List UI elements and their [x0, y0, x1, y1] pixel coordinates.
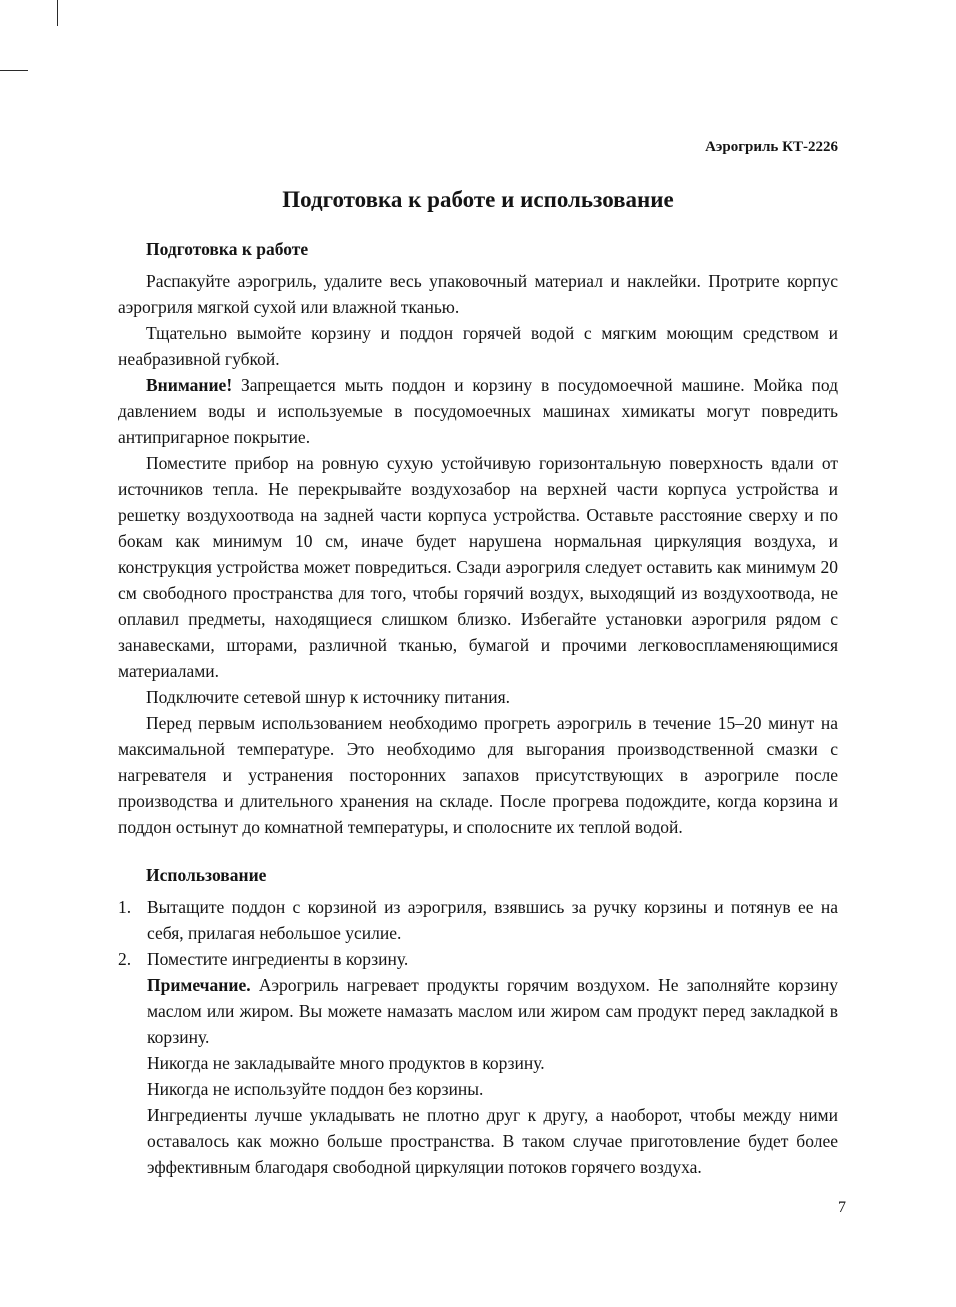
page-title: Подготовка к работе и использование [282, 187, 674, 212]
list-text: Поместите ингредиенты в корзину. [147, 949, 409, 969]
note-paragraph [147, 972, 838, 1050]
warning-label: Внимание! [146, 375, 233, 395]
note-no-overfill: Никогда не закладывайте много продуктов в корзину. [147, 1053, 545, 1073]
list-number: 2. [118, 949, 132, 969]
model-label: Аэрогриль КТ-2226 [705, 139, 838, 155]
section-heading-usage: Использование [146, 865, 267, 885]
crop-mark-vertical [57, 0, 58, 26]
paragraph-warning [118, 372, 838, 450]
list-item-1 [118, 894, 838, 946]
note-no-tray-alone: Никогда не используйте поддон без корзины. [147, 1079, 484, 1099]
note-label: Примечание. [147, 975, 251, 995]
list-text: Вытащите поддон с корзиной из аэрогриля, взявшись за ручку корзины и потянув ее на себя, прилагая небольшое усилие. [147, 897, 838, 943]
paragraph-first-use: Перед первым использованием необходимо прогреть аэрогриль в течение 15–20 минут на максимальной температуре. Это необходимо для выгорания производственной смазки с нагревателя и устранения посторонних запахов присутствующих в аэрогриле после производства и длительного хранения на складе. После прогрева подождите, когда корзина и поддон остынут до комнатной температуры, и сполосните их теплой водой. [118, 713, 838, 837]
section-heading-preparation: Подготовка к работе [146, 239, 309, 259]
document-header [118, 138, 838, 156]
paragraph-placement: Поместите прибор на ровную сухую устойчивую горизонтальную поверхность вдали от источников тепла. Не перекрывайте воздухозабор на верхней части корпуса устройства и решетку воздухоотвода на задней части корпуса устройства. Оставьте расстояние сверху и по бокам как минимум 10 см, иначе будет нарушена нормальная циркуляция воздуха, и конструкция устройства может повредиться. Сзади аэрогриля следует оставить как минимум 20 см свободного пространства для того, чтобы горячий воздух, выходящий из воздухоотвода, не оплавил предметы, находящиеся слишком близко. Избегайте установки аэрогриля рядом с занавесками, шторами, различной тканью, бумагой и прочими легковоспламеняющимися материалами. [118, 453, 838, 681]
list-item-2 [118, 946, 838, 972]
note-text: Аэрогриль нагревает продукты горячим воздухом. Не заполняйте корзину маслом или жиром. Вы можете намазать маслом или жиром сам продукт перед закладкой в корзину. [147, 975, 838, 1047]
paragraph-unpack: Распакуйте аэрогриль, удалите весь упаковочный материал и наклейки. Протрите корпус аэрогриля мягкой сухой или влажной тканью. [118, 271, 838, 317]
note-spacing: Ингредиенты лучше укладывать не плотно друг к другу, а наоборот, чтобы между ними оставалось как можно больше пространства. В таком случае приготовление будет более эффективным благодаря свободной циркуляции потоков горячего воздуха. [147, 1105, 838, 1177]
warning-text: Запрещается мыть поддон и корзину в посудомоечной машине. Мойка под давлением воды и используемые в посудомоечных машинах химикаты могут повредить антипригарное покрытие. [118, 375, 838, 447]
list-number: 1. [118, 897, 132, 917]
paragraph-power: Подключите сетевой шнур к источнику питания. [146, 687, 511, 707]
page-content [118, 0, 838, 1180]
page-number: 7 [838, 1199, 846, 1216]
paragraph-wash: Тщательно вымойте корзину и поддон горячей водой с мягким моющим средством и неабразивной губкой. [118, 323, 838, 369]
crop-mark-horizontal [0, 70, 28, 71]
